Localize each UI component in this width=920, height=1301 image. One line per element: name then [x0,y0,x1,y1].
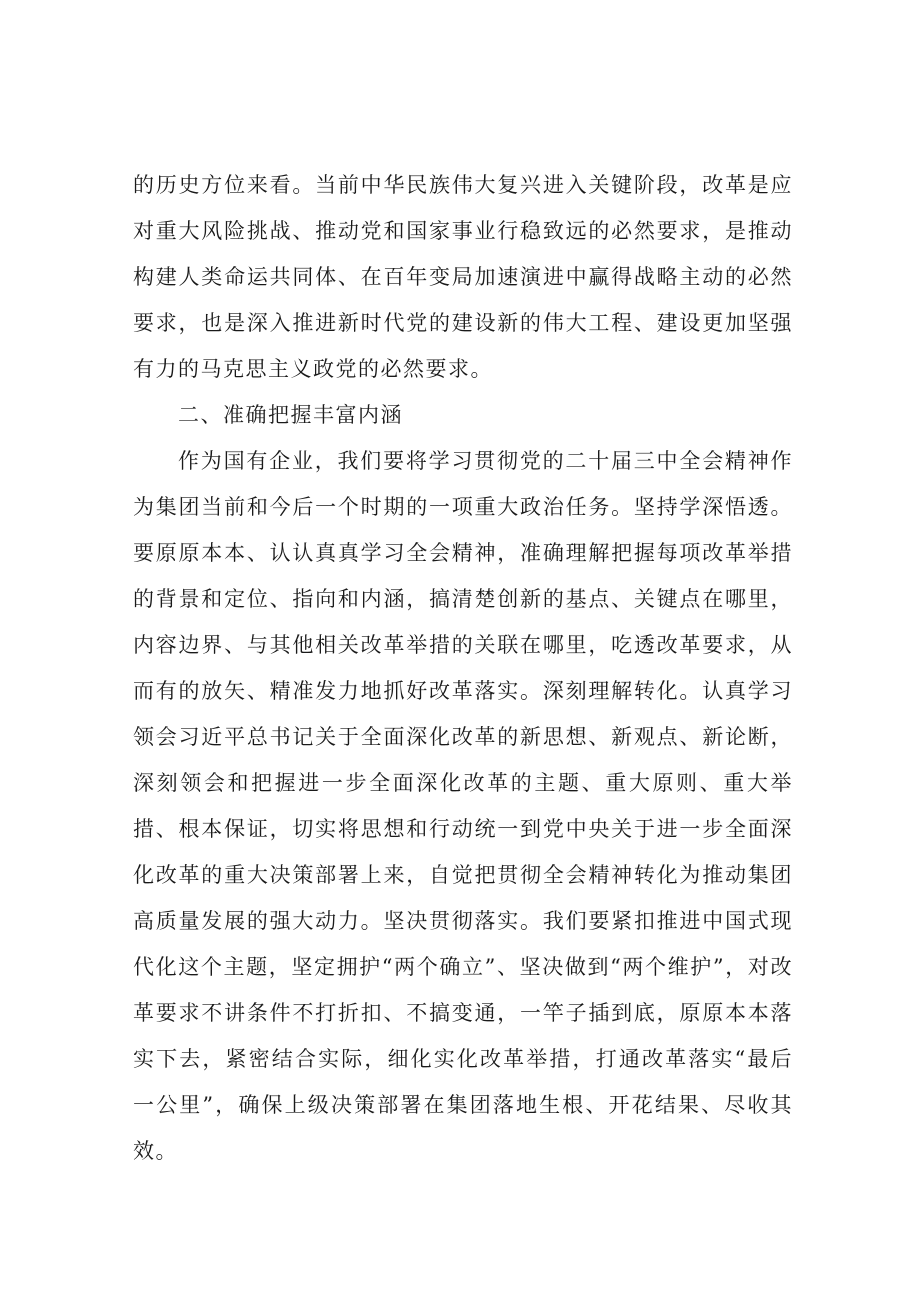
paragraph-body: 作为国有企业，我们要将学习贯彻党的二十届三中全会精神作为集团当前和今后一个时期的一项重大政治任务。坚持学深悟透。要原原本本、认认真真学习全会精神，准确理解把握每项改革举措的背景和定位、指向和内涵，搞清楚创新的基点、关键点在哪里，内容边界、与其他相关改革举措的关联在哪里，吃透改革要求，从而有的放矢、精准发力地抓好改革落实。深刻理解转化。认真学习领会习近平总书记关于全面深化改革的新思想、新观点、新论断，深刻领会和把握进一步全面深化改革的主题、重大原则、重大举措、根本保证，切实将思想和行动统一到党中央关于进一步全面深化改革的重大决策部署上来，自觉把贯彻全会精神转化为推动集团高质量发展的强大动力。坚决贯彻落实。我们要紧扣推进中国式现代化这个主题，坚定拥护“两个确立”、坚决做到“两个维护”，对改革要求不讲条件不打折扣、不搞变通，一竿子插到底，原原本本落实下去，紧密结合实际，细化实化改革举措，打通改革落实“最后一公里”，确保上级决策部署在集团落地生根、开花结果、尽收其效。 [133,449,793,1163]
section-heading: 二、准确把握丰富内涵 [178,403,403,427]
document-body [133,162,793,1174]
paragraph-continuation: 的历史方位来看。当前中华民族伟大复兴进入关键阶段，改革是应对重大风险挑战、推动党和国家事业行稳致远的必然要求，是推动构建人类命运共同体、在百年变局加速演进中赢得战略主动的必然要求，也是深入推进新时代党的建设新的伟大工程、建设更加坚强有力的马克思主义政党的必然要求。 [133,173,793,381]
